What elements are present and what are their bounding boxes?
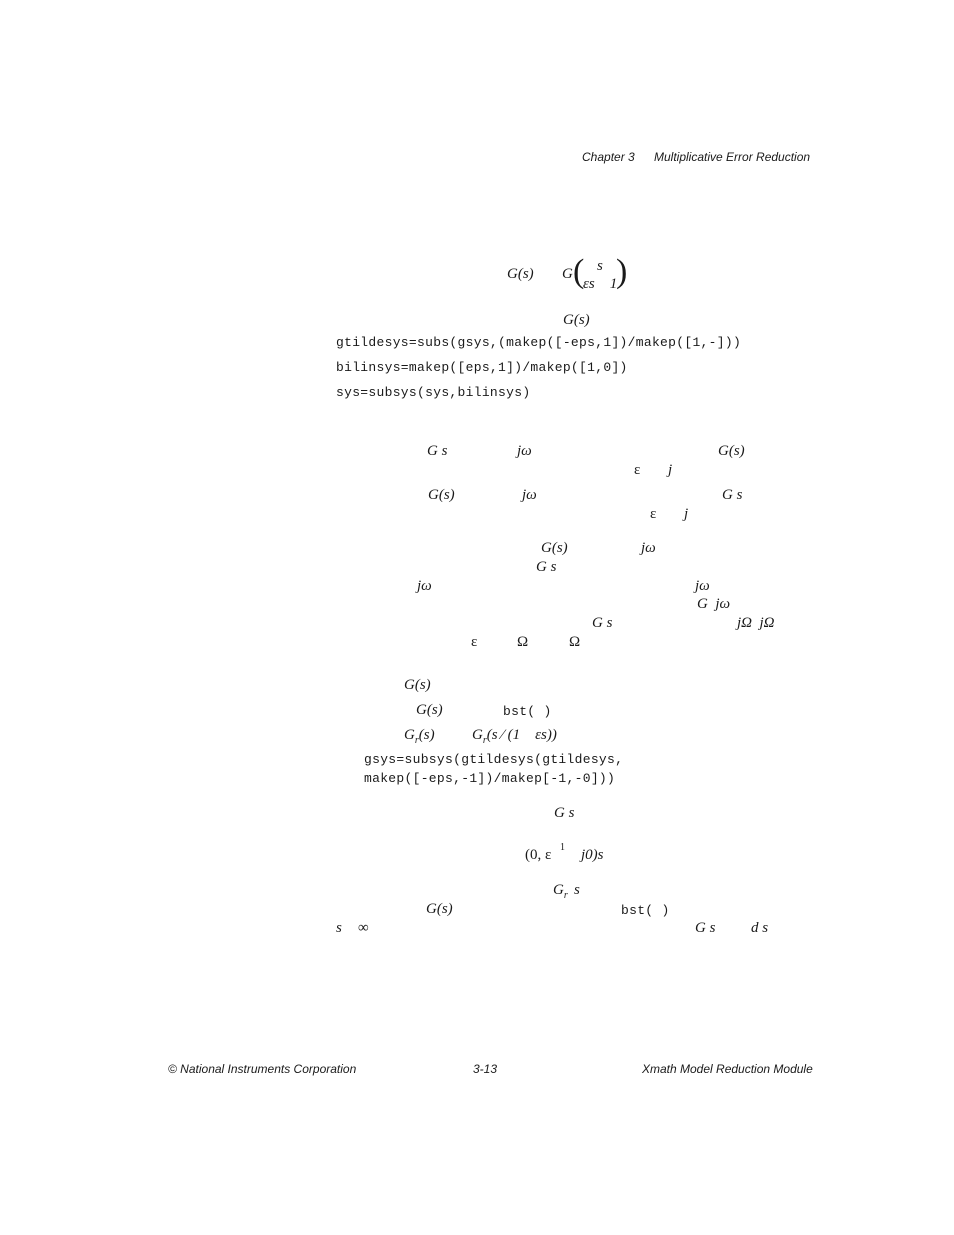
math-fragment: j <box>668 462 673 478</box>
code-line: makep([-eps,-1])/makep[-1,-0])) <box>364 771 616 786</box>
eq-right-paren: ) <box>616 253 628 290</box>
eq-numerator: s <box>597 258 603 274</box>
math-fragment: Ω <box>517 634 529 650</box>
math-fragment: s <box>574 882 580 898</box>
math-fragment: (0, ε <box>525 847 552 863</box>
math-fragment: $G_r(s)$ <box>404 727 435 746</box>
math-fragment: jω <box>641 540 656 556</box>
math-fragment: G s <box>536 559 557 575</box>
inline-code: bst( ) <box>503 704 552 719</box>
eq-lhs: G(s) <box>507 266 534 282</box>
footer-copyright: © National Instruments Corporation <box>168 1062 357 1076</box>
math-fragment: G s <box>592 615 613 631</box>
math-fragment: G s <box>695 920 716 936</box>
math-fragment: jω <box>522 487 537 503</box>
running-header-section: Multiplicative Error Reduction <box>654 150 811 164</box>
math-fragment: ε <box>634 462 641 478</box>
math-fragment: Ω <box>569 634 581 650</box>
math-fragment: d s <box>751 920 769 936</box>
code-line: gsys=subsys(gtildesys(gtildesys, <box>364 752 624 767</box>
math-fragment: G(s) <box>541 540 568 556</box>
eq-denominator: εs 1 <box>583 276 618 292</box>
math-fragment: ε <box>650 506 657 522</box>
math-fragment: G s <box>427 443 448 459</box>
math-fragment: G s <box>722 487 743 503</box>
math-fragment: G(s) <box>718 443 745 459</box>
math-fragment: G(s) <box>428 487 455 503</box>
code-line: sys=subsys(sys,bilinsys) <box>336 385 531 400</box>
code-line: bilinsys=makep([eps,1])/makep([1,0]) <box>336 360 628 375</box>
math-fragment: G(s) <box>404 677 431 693</box>
eq-left-paren: ( <box>573 253 585 290</box>
math-fragment: ε <box>471 634 478 650</box>
math-superscript: 1 <box>560 842 565 853</box>
g-of-s-label: G(s) <box>563 312 590 328</box>
inline-code: bst( ) <box>621 903 670 918</box>
math-fragment: jω <box>695 578 710 594</box>
eq-rhs-g: G <box>562 266 573 282</box>
math-fragment: ∞ <box>358 920 369 936</box>
math-fragment: j0)s <box>581 847 604 863</box>
math-fragment: $G_r$ <box>553 882 568 901</box>
math-fragment: jΩ jΩ <box>737 615 775 631</box>
code-line: gtildesys=subs(gsys,(makep([-eps,1])/makep([1,-])) <box>336 335 742 350</box>
math-fragment: G(s) <box>416 702 443 718</box>
math-fragment: G s <box>554 805 575 821</box>
math-fragment: s <box>336 920 342 936</box>
footer-page-number: 3-13 <box>473 1062 498 1076</box>
footer-manual-title: Xmath Model Reduction Module <box>642 1062 813 1076</box>
math-fragment: jω <box>517 443 532 459</box>
math-fragment: $G_r(s$ ⁄ (1 εs)) <box>472 727 557 746</box>
math-fragment: jω <box>417 578 432 594</box>
running-header-chapter: Chapter 3 <box>582 150 635 164</box>
math-fragment: G jω <box>697 596 731 612</box>
math-fragment: G(s) <box>426 901 453 917</box>
math-fragment: j <box>684 506 689 522</box>
